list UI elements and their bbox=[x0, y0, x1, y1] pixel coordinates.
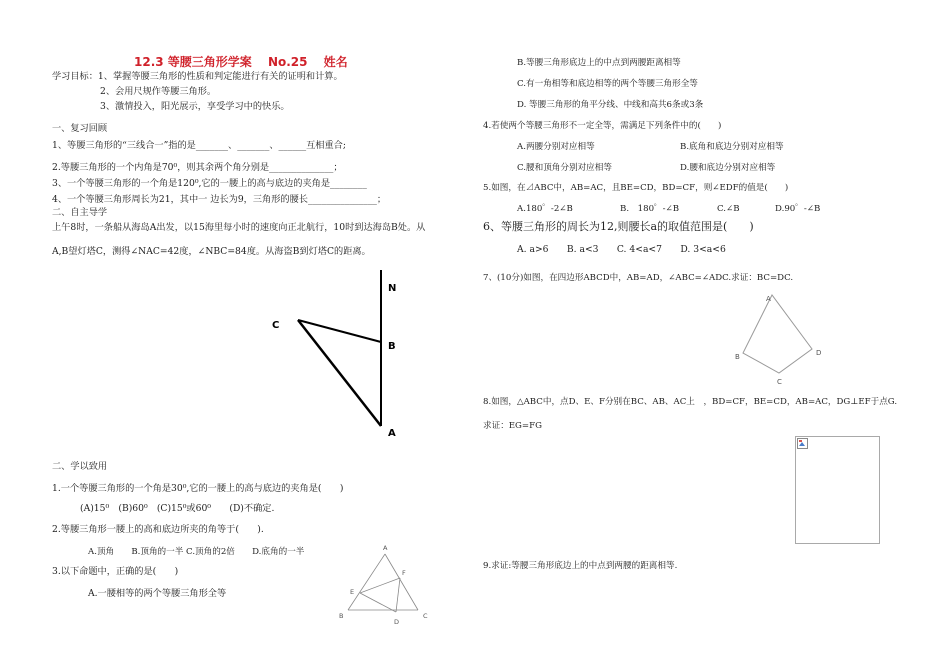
q3-option-b: B.等腰三角形底边上的中点到两腰距离相等 bbox=[517, 58, 681, 68]
fig1-label-a: A bbox=[388, 428, 396, 439]
apply-heading: 二、学以致用 bbox=[52, 461, 108, 472]
fig1-label-b: B bbox=[388, 341, 396, 352]
apply-q1: 1.一个等腰三角形的一个角是30⁰,它的一腰上的高与底边的夹角是( ) bbox=[52, 483, 344, 494]
review-q1: 1、等腰三角形的“三线合一”指的是_______、_______、______互相重合; bbox=[52, 140, 346, 151]
q8-line-2: 求证：EG=FG bbox=[483, 421, 542, 431]
q4-option-d: D.腰和底边分别对应相等 bbox=[680, 163, 776, 173]
figure-nbca bbox=[260, 260, 420, 445]
apply-q2: 2.等腰三角形一腰上的高和底边所夹的角等于( ). bbox=[52, 524, 264, 535]
q3-option-d: D. 等腰三角形的角平分线、中线和高共6条或3条 bbox=[517, 100, 704, 110]
q5-option-c: C.∠B bbox=[717, 204, 740, 214]
goals-line-1: 学习目标：1、掌握等腰三角形的性质和判定能进行有关的证明和计算。 bbox=[52, 71, 343, 82]
fig2-label-e: E bbox=[350, 588, 355, 596]
q5-question: 5.如图，在⊿ABC中，AB=AC，且BE=CD，BD=CF，则∠EDF的值是( ) bbox=[483, 183, 789, 193]
review-q3: 3、一个等腰三角形的一个角是120⁰,它的一腰上的高与底边的夹角是________ bbox=[52, 178, 367, 189]
page-title: 12.3 等腰三角形学案 No.25 姓名 bbox=[134, 55, 348, 69]
fig2-label-a: A bbox=[383, 544, 388, 552]
fig2-label-c: C bbox=[423, 612, 428, 620]
fig3-label-a: A bbox=[766, 295, 771, 303]
fig2-label-d: D bbox=[394, 618, 400, 626]
fig3-label-d: D bbox=[816, 349, 822, 357]
fig1-label-n: N bbox=[388, 283, 397, 294]
q4-option-b: B.底角和底边分别对应相等 bbox=[680, 142, 784, 152]
figure-abc-def bbox=[330, 540, 440, 632]
self-study-heading: 二、自主导学 bbox=[52, 207, 108, 218]
q6-options: A. a>6 B. a<3 C. 4<a<7 D. 3<a<6 bbox=[517, 244, 726, 255]
q4-option-c: C.腰和顶角分别对应相等 bbox=[517, 163, 612, 173]
self-study-p2: A,B望灯塔C，测得∠NAC=42度，∠NBC=84度。从海盗B到灯塔C的距离。 bbox=[52, 246, 371, 257]
apply-q3: 3.以下命题中，正确的是( ) bbox=[52, 566, 179, 577]
q4-option-a: A.两腰分别对应相等 bbox=[517, 142, 595, 152]
q5-option-d: D.90゜-∠B bbox=[775, 204, 821, 214]
q4-question: 4.若使两个等腰三角形不一定全等，需满足下列条件中的( ) bbox=[483, 121, 722, 131]
goals-line-3: 3、激情投入，阳光展示，享受学习中的快乐。 bbox=[100, 101, 290, 112]
review-heading: 一、复习回顾 bbox=[52, 123, 108, 134]
fig2-label-f: F bbox=[402, 569, 406, 577]
fig2-label-b: B bbox=[339, 612, 344, 620]
fig1-label-c: C bbox=[272, 320, 280, 331]
q8-line-1: 8.如图，△ABC中，点D、E、F分别在BC、AB、AC上 ，BD=CF，BE=CD，AB=AC，DG⊥EF于点G. bbox=[483, 397, 898, 407]
figure-abcd bbox=[730, 285, 830, 390]
q3-option-c: C.有一角相等和底边相等的两个等腰三角形全等 bbox=[517, 79, 698, 89]
apply-q2-options: A.顶角 B.顶角的一半 C.顶角的2倍 D.底角的一半 bbox=[88, 547, 305, 557]
image-placeholder bbox=[795, 436, 880, 544]
q9-question: 9.求证:等腰三角形底边上的中点到两腰的距离相等. bbox=[483, 561, 678, 571]
broken-image-icon bbox=[797, 438, 809, 450]
q5-option-b: B. 180゜-∠B bbox=[620, 204, 680, 214]
self-study-p1: 上午8时，一条船从海岛A出发，以15海里每小时的速度向正北航行，10时到达海岛B处。从 bbox=[52, 222, 426, 233]
fig3-label-b: B bbox=[735, 353, 740, 361]
review-q4: 4、一个等腰三角形周长为21，其中一 边长为9，三角形的腰长_______________； bbox=[52, 194, 387, 205]
goals-line-2: 2、会用尺规作等腰三角形。 bbox=[100, 86, 217, 97]
q5-option-a: A.180゜-2∠B bbox=[517, 204, 573, 214]
apply-q1-options: (A)15⁰ (B)60⁰ (C)15⁰或60⁰ (D)不确定. bbox=[80, 503, 275, 514]
fig3-label-c: C bbox=[777, 378, 782, 386]
apply-q3-a: A.一腰相等的两个等腰三角形全等 bbox=[88, 588, 227, 599]
review-q2: 2.等腰三角形的一个内角是70⁰，则其余两个角分别是______________； bbox=[52, 162, 343, 173]
q6-question: 6、等腰三角形的周长为12,则腰长a的取值范围是( ) bbox=[483, 220, 754, 233]
q7-question: 7、(10分)如图，在四边形ABCD中，AB=AD，∠ABC=∠ADC.求证：BC=DC. bbox=[483, 273, 794, 283]
